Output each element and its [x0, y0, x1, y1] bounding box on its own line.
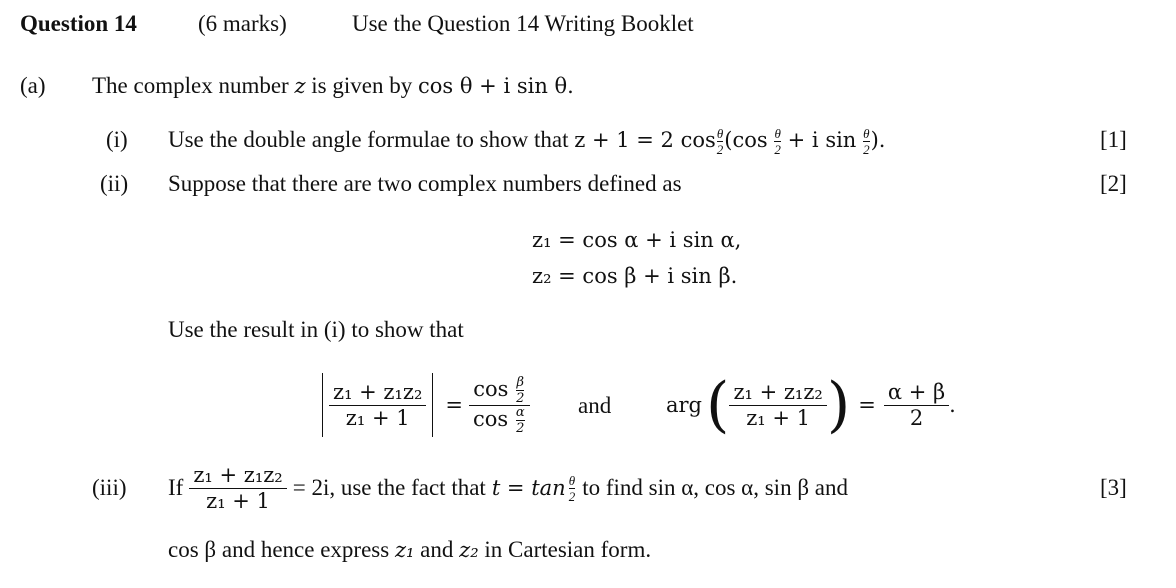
arg-fraction: $\frac{\text{z₁ + z₁z₂}}{\text{z₁ + 1}}$ [729, 380, 826, 429]
abs-bar-right [432, 373, 433, 437]
part-a-intro-text: The complex number [92, 73, 289, 98]
part-ii-label: (ii) [100, 171, 129, 196]
part-i-statement [168, 126, 885, 156]
part-i-end: ). [870, 128, 886, 152]
arg-rhs-fraction: $\frac{\alpha + \beta}{2}$ [884, 380, 949, 429]
booklet-instruction: Use the Question 14 Writing Booklet [352, 11, 694, 36]
part-i-label: (i) [106, 127, 128, 152]
modulus-equation: $\frac{\text{z₁ + z₁z₂}}{\text{z₁ + 1}}$ = cos $\frac{\beta}{2}$ cos $\frac{\alpha}{2}$ [316, 370, 530, 440]
part-i-lhs: z + 1 = 2 cos [574, 128, 716, 152]
argument-equation: arg ( $\frac{\text{z₁ + z₁z₂}}{\text{z₁ + 1}}$ ) = $\frac{\alpha + \beta}{2}$ . [666, 370, 956, 440]
part-i-plus: + i sin [787, 128, 857, 152]
equation-z2: z₂ = cos β + i sin β. [532, 264, 738, 288]
part-i-half-theta-3: $\frac{\theta}{2}$ [863, 126, 870, 158]
part-iii-label: (iii) [92, 475, 127, 500]
part-i-text: Use the double angle formulae to show that [168, 127, 569, 152]
part-iii-fraction: $\frac{\text{z₁ + z₁z₂}}{\text{z₁ + 1}}$ [189, 463, 286, 512]
part-ii-text: Suppose that there are two complex numbers defined as [168, 171, 682, 196]
part-i-half-theta-1: $\frac{\theta}{2}$ [716, 126, 724, 158]
abs-bar-left [322, 373, 323, 437]
part-a-intro [92, 72, 574, 100]
part-i-half-theta-2: $\frac{\theta}{2}$ [774, 126, 781, 158]
part-iii-statement: If $\frac{\text{z₁ + z₁z₂}}{\text{z₁ + 1}}$ = 2i, use the fact that t = tan θ 2 to find sin α, cos α, sin β and [168, 463, 848, 513]
part-iii-continuation: cos β and hence express z₁ and z₂ in Cartesian form. [168, 537, 652, 562]
part-ii-show-text: Use the result in (i) to show that [168, 317, 464, 342]
question-number: Question 14 [20, 11, 137, 36]
part-iii-marks: [3] [1100, 475, 1127, 500]
part-i-mid: (cos [724, 128, 768, 152]
part-a-expr: cos θ + i sin θ. [418, 74, 574, 98]
and-word: and [578, 393, 612, 418]
part-i-marks: [1] [1100, 127, 1127, 152]
part-ii-marks: [2] [1100, 171, 1127, 196]
equation-z1: z₁ = cos α + i sin α, [532, 228, 742, 252]
part-a-intro-mid: is given by [311, 73, 413, 98]
part-a-label: (a) [20, 73, 46, 98]
modulus-fraction: $\frac{\text{z₁ + z₁z₂}}{\text{z₁ + 1}}$ [329, 380, 426, 429]
part-a-var: z [294, 74, 306, 98]
question-marks: (6 marks) [198, 11, 287, 36]
cos-ratio: cos $\frac{\beta}{2}$ cos $\frac{\alpha}{2}$ [469, 376, 530, 435]
